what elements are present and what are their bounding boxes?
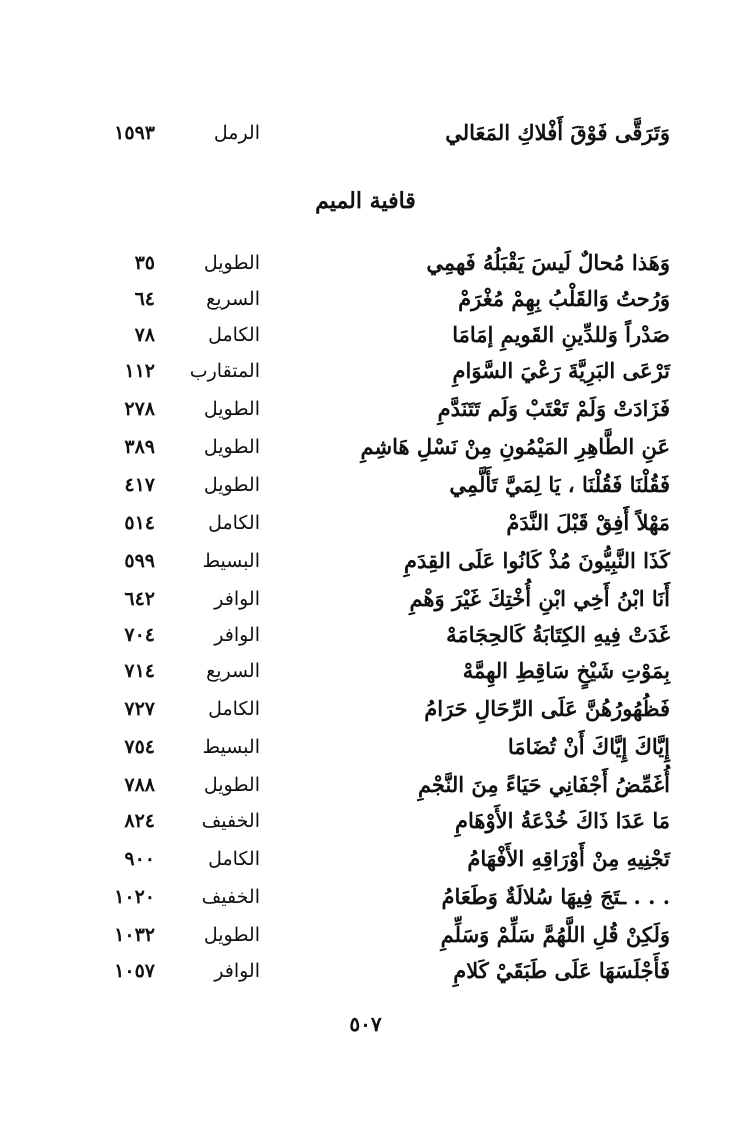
verse-text: تَجْنِيهِ مِنْ أَوْرَاقِهِ الأَفْهَامُ xyxy=(467,846,670,871)
verse-text: صَدْراً وَللدِّينِ القَويمِ إمَامَا xyxy=(452,322,670,347)
verse-entry xyxy=(100,618,670,652)
page-number: ٥٠٧ xyxy=(349,1012,382,1036)
poem-number: ١٥٩٣ xyxy=(114,122,155,144)
verse-text: وَرُحتُ وَالقَلْبُ بِهِمْ مُغْرَمْ xyxy=(458,286,670,311)
poem-number: ١٠٢٠ xyxy=(114,886,155,908)
meter-name: الوافر xyxy=(214,624,260,646)
meter-name: الطويل xyxy=(203,398,260,420)
verse-entry xyxy=(100,318,670,352)
poem-number: ٤١٧ xyxy=(124,474,155,496)
verse-entry xyxy=(100,768,670,802)
meter-name: السريع xyxy=(206,288,260,310)
poem-number: ١٠٥٧ xyxy=(114,960,155,982)
verse-text: فَقُلْنَا فَقُلْنَا ، يَا لِمَيَّ تَأَلَّمِي xyxy=(449,472,670,497)
meter-name: الوافر xyxy=(214,588,260,610)
verse-text: . . . ـتَجَ فِيهَا سُلالَةٌ وَطَعَامُ xyxy=(441,884,670,909)
meter-name: الخفيف xyxy=(201,886,260,908)
verse-text: إِيَّاكَ إِيَّاكَ أَنْ تُضَامَا xyxy=(507,734,670,759)
poem-number: ٦٤٢ xyxy=(124,588,155,610)
meter-name: الخفيف xyxy=(201,810,260,832)
verse-text: وَتَرَقَّى فَوْقَ أَفْلاكِ المَعَالي xyxy=(445,120,670,145)
verse-entry xyxy=(100,842,670,876)
verse-entry xyxy=(100,692,670,726)
meter-name: الطويل xyxy=(203,774,260,796)
verse-entry xyxy=(100,544,670,578)
poem-number: ٧٨٨ xyxy=(124,774,155,796)
poem-number: ٨٢٤ xyxy=(124,810,155,832)
verse-text: مَا عَدَا ذَاكَ خُدْعَةُ الأَوْهَامِ xyxy=(455,808,670,833)
verse-entry xyxy=(100,918,670,952)
verse-text: غَدَتْ فِيهِ الكِتَابَةُ كَالحِجَامَهْ xyxy=(446,622,670,647)
verse-entry xyxy=(100,880,670,914)
poem-number: ١٠٣٢ xyxy=(114,924,155,946)
poem-number: ٢٧٨ xyxy=(124,398,155,420)
verse-text: مَهْلاً أَفِقْ قَبْلَ النَّدَمْ xyxy=(506,510,670,535)
section-title: قافية الميم xyxy=(315,188,416,214)
poem-number: ٧١٤ xyxy=(124,660,155,682)
meter-name: الكامل xyxy=(208,698,260,720)
verse-entry xyxy=(100,246,670,280)
verse-entry xyxy=(100,392,670,426)
verse-text: وَلَكِنْ قُلِ اللَّهُمَّ سَلِّمْ وَسَلِّمِ xyxy=(440,922,670,947)
verse-text: أُغَمِّضُ أَجْفَانِي حَيَاءً مِنَ النَّجْمِ xyxy=(417,772,670,797)
verse-entry xyxy=(100,282,670,316)
meter-name: الطويل xyxy=(203,436,260,458)
meter-name: الطويل xyxy=(203,474,260,496)
verse-entry xyxy=(100,654,670,688)
meter-name: المتقارب xyxy=(189,360,260,382)
verse-entry xyxy=(100,430,670,464)
verse-text: بِمَوْتِ شَيْخٍ سَاقِطِ الهِمَّهْ xyxy=(462,658,670,683)
verse-entry xyxy=(100,582,670,616)
poem-number: ٣٥ xyxy=(134,252,155,274)
verse-entry xyxy=(100,730,670,764)
verse-entry-top xyxy=(100,116,670,150)
verse-text: وَهَذا مُحالٌ لَيسَ يَقْبَلُهُ فَهمِي xyxy=(426,250,670,275)
poem-number: ٥٩٩ xyxy=(124,550,155,572)
poem-number: ٧٨ xyxy=(134,324,155,346)
meter-name: البسيط xyxy=(202,550,260,572)
poem-number: ٧٢٧ xyxy=(124,698,155,720)
verse-text: فَأَجْلَسَهَا عَلَى طَبَقَيْ كَلامِ xyxy=(453,958,670,983)
poem-number: ١١٢ xyxy=(124,360,155,382)
meter-name: الكامل xyxy=(208,324,260,346)
meter-name: الوافر xyxy=(214,960,260,982)
verse-text: أَنَا ابْنُ أَخِي ابْنِ أُخْتِكَ غَيْرَ وَهْمِ xyxy=(409,586,670,611)
poem-number: ٩٠٠ xyxy=(124,848,155,870)
meter-name: الكامل xyxy=(208,512,260,534)
meter-name: السريع xyxy=(206,660,260,682)
meter-name: الكامل xyxy=(208,848,260,870)
verse-text: فَزَادَتْ وَلَمْ تَعْتَبْ وَلَم تَتَنَدَّمِ xyxy=(437,396,670,421)
poem-number: ٥١٤ xyxy=(124,512,155,534)
meter-name: البسيط xyxy=(202,736,260,758)
verse-entry xyxy=(100,354,670,388)
meter-name: الرمل xyxy=(213,122,260,144)
verse-entry xyxy=(100,804,670,838)
verse-text: كَذَا النَّبِيُّونَ مُذْ كَانُوا عَلَى القِدَمِ xyxy=(404,548,670,573)
poem-number: ٧٠٤ xyxy=(124,624,155,646)
verse-entry xyxy=(100,954,670,988)
verse-text: عَنِ الطَّاهِرِ المَيْمُونِ مِنْ نَسْلِ هَاشِمِ xyxy=(360,434,670,459)
verse-text: تَرْعَى البَرِيَّةَ رَعْيَ السَّوَامِ xyxy=(452,358,670,383)
verse-entry xyxy=(100,506,670,540)
meter-name: الطويل xyxy=(203,924,260,946)
verse-text: فَظُهُورُهُنَّ عَلَى الرِّحَالِ حَرَامُ xyxy=(424,696,670,721)
poem-number: ٣٨٩ xyxy=(124,436,155,458)
poem-number: ٧٥٤ xyxy=(124,736,155,758)
meter-name: الطويل xyxy=(203,252,260,274)
poem-number: ٦٤ xyxy=(134,288,155,310)
verse-entry xyxy=(100,468,670,502)
